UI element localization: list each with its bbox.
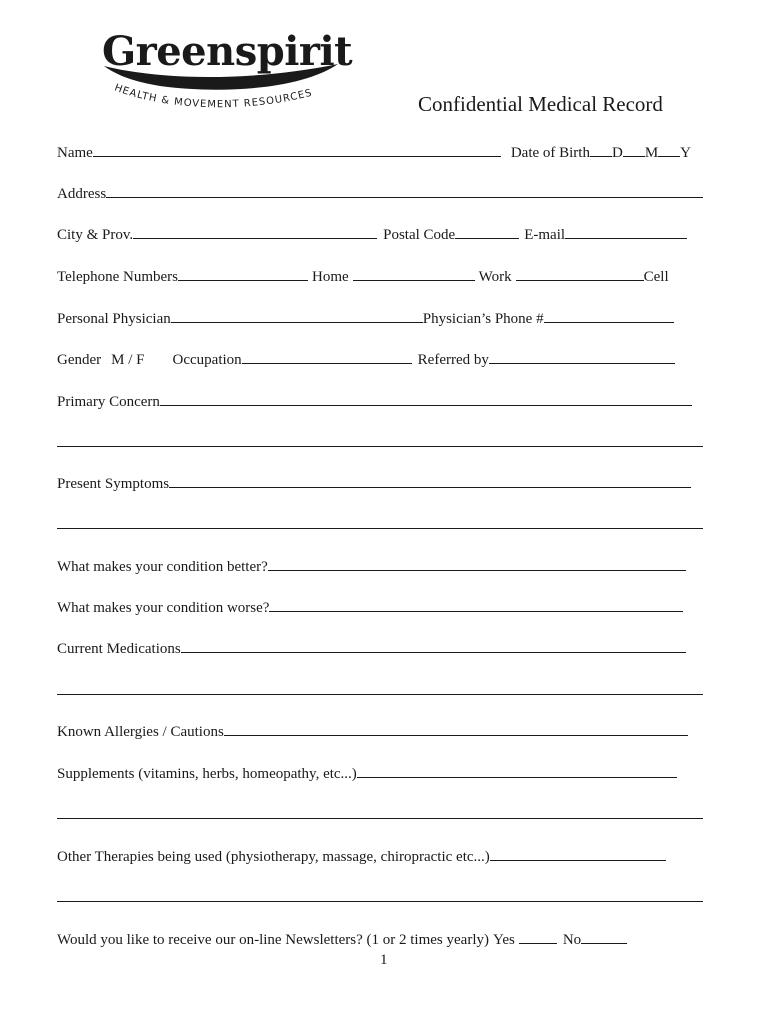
referred-field[interactable] (489, 349, 675, 364)
supplements-field-line2[interactable] (57, 804, 703, 819)
therapies-field[interactable] (490, 846, 666, 861)
newsletter-yes-label: Yes (493, 932, 515, 948)
logo-wordmark: Greenspirit (102, 28, 353, 75)
symptoms-continuation (57, 514, 703, 534)
better-field[interactable] (268, 556, 686, 571)
dob-day-field[interactable] (590, 142, 612, 157)
allergies-label: Known Allergies / Cautions (57, 724, 224, 740)
logo-tagline: HEALTH & MOVEMENT RESOURCES (112, 82, 314, 111)
newsletter-row (57, 929, 627, 949)
referred-label: Referred by (417, 352, 489, 368)
dob-year-label: Y (680, 145, 692, 161)
primary-concern-field[interactable] (160, 391, 692, 406)
gender-label: Gender (57, 352, 102, 368)
home-phone-field[interactable] (178, 266, 308, 281)
better-row (57, 556, 686, 576)
physician-field[interactable] (171, 308, 423, 323)
supplements-field[interactable] (357, 763, 677, 778)
primary-concern-continuation (57, 432, 703, 452)
dob-label: Date of Birth (510, 145, 590, 161)
telephone-label: Telephone Numbers (57, 269, 178, 285)
postal-label: Postal Code (383, 227, 456, 243)
worse-field[interactable] (269, 597, 683, 612)
occupation-field[interactable] (242, 349, 412, 364)
medications-row (57, 638, 686, 658)
allergies-field[interactable] (224, 721, 688, 736)
allergies-row (57, 721, 688, 741)
newsletter-no-field[interactable] (581, 929, 627, 944)
physician-phone-label: Physician’s Phone # (422, 311, 544, 327)
cell-label: Cell (643, 269, 669, 285)
physician-row (57, 308, 674, 328)
work-label: Work (478, 269, 512, 285)
postal-field[interactable] (455, 224, 519, 239)
therapies-field-line2[interactable] (57, 887, 703, 902)
gender-options[interactable]: M / F (111, 352, 145, 368)
page-number: 1 (380, 952, 388, 968)
supplements-continuation (57, 804, 703, 824)
work-phone-field[interactable] (353, 266, 475, 281)
name-label: Name (57, 145, 93, 161)
dob-month-field[interactable] (623, 142, 645, 157)
symptoms-field[interactable] (169, 473, 691, 488)
telephone-row (57, 266, 669, 286)
dob-day-label: D (611, 145, 623, 161)
medications-label: Current Medications (57, 641, 181, 657)
primary-concern-row (57, 391, 692, 411)
medications-field-line2[interactable] (57, 680, 703, 695)
medications-continuation (57, 680, 703, 700)
primary-concern-field-line2[interactable] (57, 432, 703, 447)
name-row (57, 142, 691, 162)
name-field[interactable] (93, 142, 501, 157)
address-label: Address (57, 186, 107, 202)
newsletter-label: Would you like to receive our on-line Newsletters? (1 or 2 times yearly) (57, 932, 489, 948)
dob-year-field[interactable] (658, 142, 680, 157)
physician-label: Personal Physician (57, 311, 171, 327)
therapies-continuation (57, 887, 703, 907)
worse-row (57, 597, 683, 617)
therapies-row (57, 846, 666, 866)
symptoms-field-line2[interactable] (57, 514, 703, 529)
home-label: Home (312, 269, 349, 285)
dob-month-label: M (644, 145, 659, 161)
occupation-label: Occupation (172, 352, 242, 368)
supplements-row (57, 763, 677, 783)
primary-concern-label: Primary Concern (57, 394, 160, 410)
worse-label: What makes your condition worse? (57, 600, 270, 616)
email-label: E-mail (524, 227, 566, 243)
better-label: What makes your condition better? (57, 559, 268, 575)
city-label: City & Prov. (57, 227, 134, 243)
symptoms-row (57, 473, 691, 493)
supplements-label: Supplements (vitamins, herbs, homeopathy, etc...) (57, 766, 357, 782)
page-title: Confidential Medical Record (418, 92, 663, 116)
newsletter-no-label: No (562, 932, 582, 948)
address-row (57, 183, 703, 203)
therapies-label: Other Therapies being used (physiotherapy, massage, chiropractic etc...) (57, 849, 490, 865)
email-field[interactable] (565, 224, 687, 239)
cell-phone-field[interactable] (516, 266, 644, 281)
newsletter-yes-field[interactable] (519, 929, 557, 944)
gender-row (57, 349, 675, 369)
city-row (57, 224, 687, 244)
physician-phone-field[interactable] (544, 308, 674, 323)
symptoms-label: Present Symptoms (57, 476, 170, 492)
greenspirit-logo (100, 28, 353, 118)
medications-field[interactable] (181, 638, 686, 653)
address-field[interactable] (106, 183, 703, 198)
city-field[interactable] (133, 224, 377, 239)
